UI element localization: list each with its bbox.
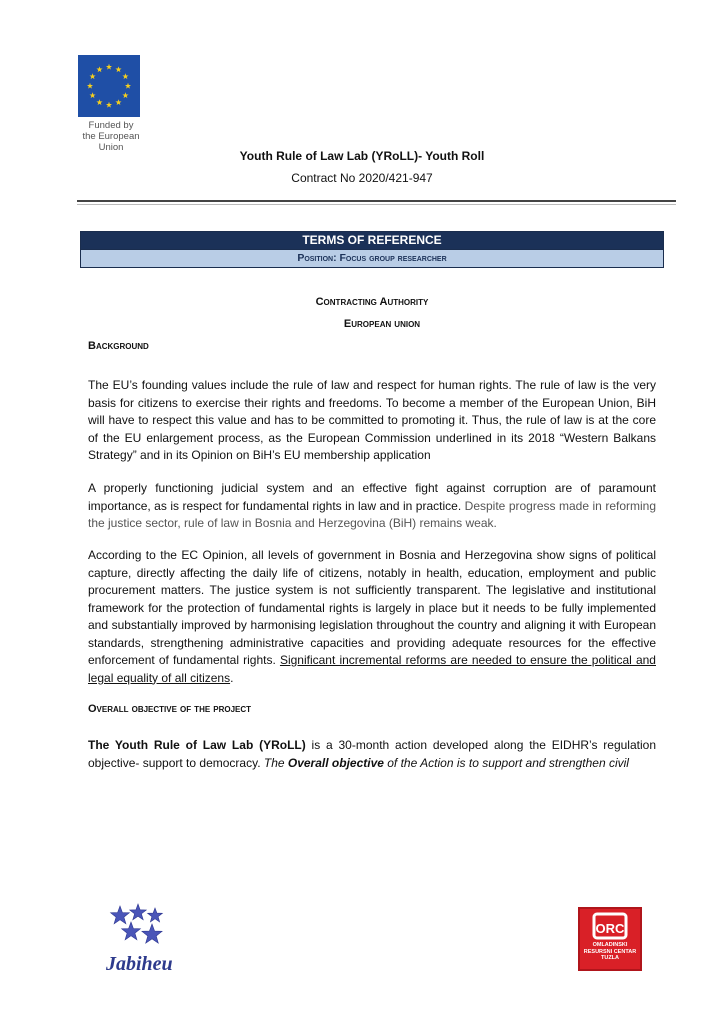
eu-caption-line2: the European Union [82,131,140,153]
header-divider [77,200,676,202]
p4-bold-italic-text: Overall objective [287,755,384,770]
tor-position: Position: Focus group researcher [81,249,663,267]
p4-italic-text-1: The [263,755,288,770]
eu-star-icon [90,73,96,79]
p3-main-text: According to the EC Opinion, all levels of government in Bosnia and Herzegovina show signs of political capture, directly affecting the daily life of citizens, notably in health, education, employment and public procurement matters. The justice system is not sufficiently transparent. The legislative and institutional framework for the protection of fundamental rights is largely in place but it needs to be fully implemented and substantially improved by harmonising legislation throughout the country and aligning it with European standards, strengthening administrative capacities and providing adequate resources for the effective enforcement of fundamental rights. [88,548,656,667]
objective-paragraph [88,737,656,772]
jabiheu-wordmark: Jabiheu [106,953,173,975]
eu-star-icon [106,102,112,108]
orc-caption-line2: RESURSNI CENTAR [583,948,637,955]
eu-star-icon [122,92,128,98]
p3-end-text: . [230,670,234,685]
eu-star-icon [106,64,112,70]
eu-star-icon [115,99,121,105]
p3-underlined-text: Significant incremental reforms are needed to ensure the political and legal equality of all citizens [88,653,656,685]
jabiheu-logo [100,900,190,976]
orc-caption-line3: TUZLA [600,955,620,961]
tor-heading: TERMS OF REFERENCE [81,232,663,249]
background-paragraph-2 [88,480,656,533]
terms-of-reference-box [80,231,664,268]
contract-number: Contract No 2020/421-947 [291,171,433,185]
eu-star-icon [122,73,128,79]
p4-italic-text-2: of the Action is to support and strengthen civil [383,755,629,770]
header-divider-thin [77,204,676,205]
contracting-authority-value: European union [343,318,421,330]
background-heading: Background [88,340,149,352]
eu-stars-icon [78,55,140,117]
eu-star-icon [96,99,102,105]
p2-gray-text: Despite progress made in reforming the justice sector, rule of law in Bosnia and Herzegovina (BiH) remains weak. [88,498,657,530]
eu-star-icon [96,66,102,72]
orc-tuzla-logo [578,907,642,971]
eu-star-icon [125,83,131,89]
p4-mid-text: is a 30-month action developed along the EIDHR’s regulation objective- support to democracy. [88,738,656,770]
orc-emblem-icon [580,909,640,943]
svg-text:ORC: ORC [595,921,625,936]
contracting-authority-label: Contracting Authority [315,296,429,308]
eu-star-icon [115,66,121,72]
eu-flag-logo [78,55,140,117]
eu-star-icon [90,92,96,98]
p2-main-text: A properly functioning judicial system and an effective fight against corruption are of paramount importance, as is respect for fundamental rights in law and in practice. [88,481,656,513]
jabiheu-stars-icon [100,900,190,976]
background-paragraph-3 [88,547,656,687]
project-title: Youth Rule of Law Lab (YRoLL)- Youth Roll [239,149,485,163]
eu-caption-line1: Funded by [88,120,134,131]
overall-objective-heading: Overall objective of the project [88,703,252,715]
background-paragraph-1: The EU’s founding values include the rule of law and respect for human rights. The rule of law is the very basis for citizens to exercise their rights and freedoms. To become a member of the European Union, BiH will have to respect this value and has to be committed to promoting it. Thus, the rule of law is at the core of the EU enlargement process, as the European Commission underlined in its 2018 “Western Balkans Strategy” and in its Opinion on BiH’s EU membership application [88,378,656,462]
p4-bold-text: The Youth Rule of Law Lab (YRoLL) [88,738,306,752]
orc-caption-line1: OMLADINSKI [592,942,628,948]
eu-star-icon [87,83,93,89]
orc-caption [580,942,640,962]
